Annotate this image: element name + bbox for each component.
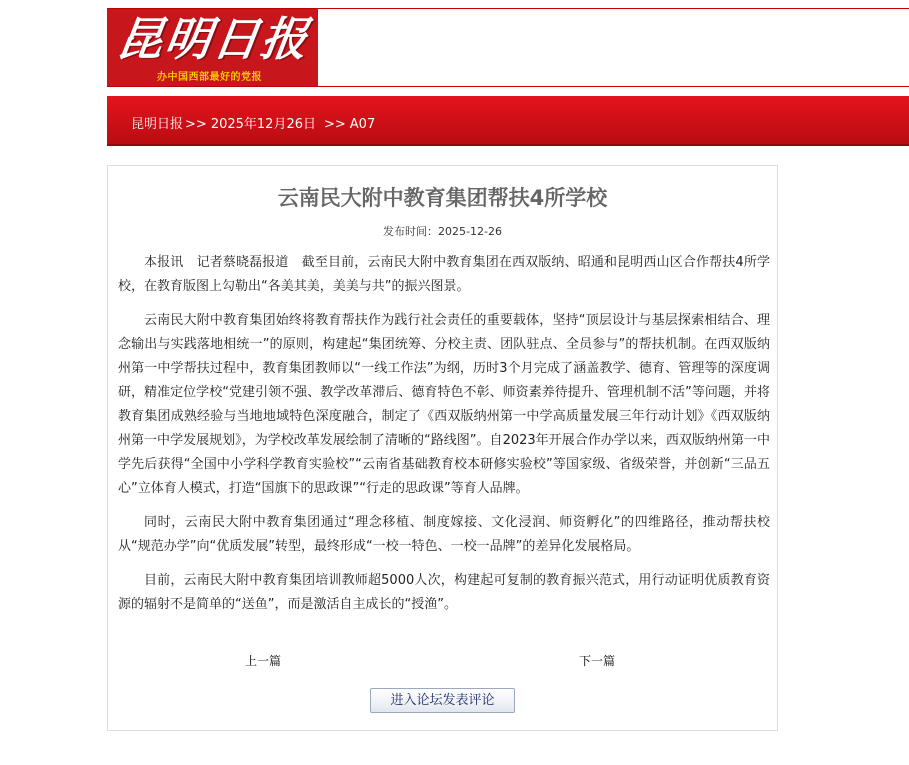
breadcrumb-date[interactable]: 2025年12月26日 [210,117,316,132]
breadcrumb-bar [107,96,909,146]
breadcrumb-separator: >> [185,117,207,132]
next-article-link[interactable]: 下一篇 [579,654,616,668]
breadcrumb-page[interactable]: A07 [349,117,376,132]
article-title: 云南民大附中教育集团帮扶4所学校 [277,186,608,210]
article-paragraph: 目前，云南民大附中教育集团培训教师超5000人次，构建起可复制的教育振兴范式，用行动证明优质教育资源的辐射不是简单的“送鱼”，而是激活自主成长的“授渔”。 [118,573,770,612]
publish-date-label: 发布时间： [383,225,439,238]
article-paragraph: 本报讯 记者蔡晓磊报道 截至目前，云南民大附中教育集团在西双版纳、昭通和昆明西山区合作帮扶4所学校，在教育版图上勾勒出“各美其美，美美与共”的振兴图景。 [118,255,770,294]
newspaper-logo[interactable] [107,9,318,86]
breadcrumb-paper[interactable]: 昆明日报 [131,117,184,132]
publish-date [108,223,777,239]
logo-title: 昆明日报 [113,12,313,66]
logo-slogan: 办中国西部最好的党报 [157,72,262,83]
masthead [107,8,909,87]
article-panel [107,165,778,731]
prev-article-link[interactable]: 上一篇 [245,654,282,668]
breadcrumb [131,113,375,132]
article-paragraph: 同时，云南民大附中教育集团通过“理念移植、制度嫁接、文化浸润、师资孵化”的四维路径，推动帮扶校从“规范办学”向“优质发展”转型，最终形成“一校一特色、一校一品牌”的差异化发展格局。 [118,515,770,554]
article-paragraph: 云南民大附中教育集团始终将教育帮扶作为践行社会责任的重要载体，坚持“顶层设计与基层探索相结合、理念输出与实践落地相统一”的原则，构建起“集团统筹、分校主责、团队驻点、全员参与”的帮扶机制。在西双版纳州第一中学帮扶过程中，教育集团教师以“一线工作法”为纲，历时3个月完成了涵盖教学、德育、管理等的深度调研，精准定位学校“党建引领不强、教学改革滞后、德育特色不彰、师资素养待提升、管理机制不活”等问题，并将教育集团成熟经验与当地地域特色深度融合，制定了《西双版纳州第一中学高质量发展三年行动计划》《西双版纳州第一中学发展规划》，为学校改革发展绘制了清晰的“路线图”。自2023年开展合作办学以来，西双版纳州第一中学先后获得“全国中小学科学教育实验校”“云南省基础教育校本研修实验校”等国家级、省级荣誉，并创新“三品五心”立体育人模式，打造“国旗下的思政课”“行走的思政课”等育人品牌。 [118,313,770,496]
publish-date-value: 2025-12-26 [438,225,502,238]
breadcrumb-separator: >> [323,117,346,132]
forum-comment-button[interactable]: 进入论坛发表评论 [370,688,515,713]
article-body [118,251,770,627]
